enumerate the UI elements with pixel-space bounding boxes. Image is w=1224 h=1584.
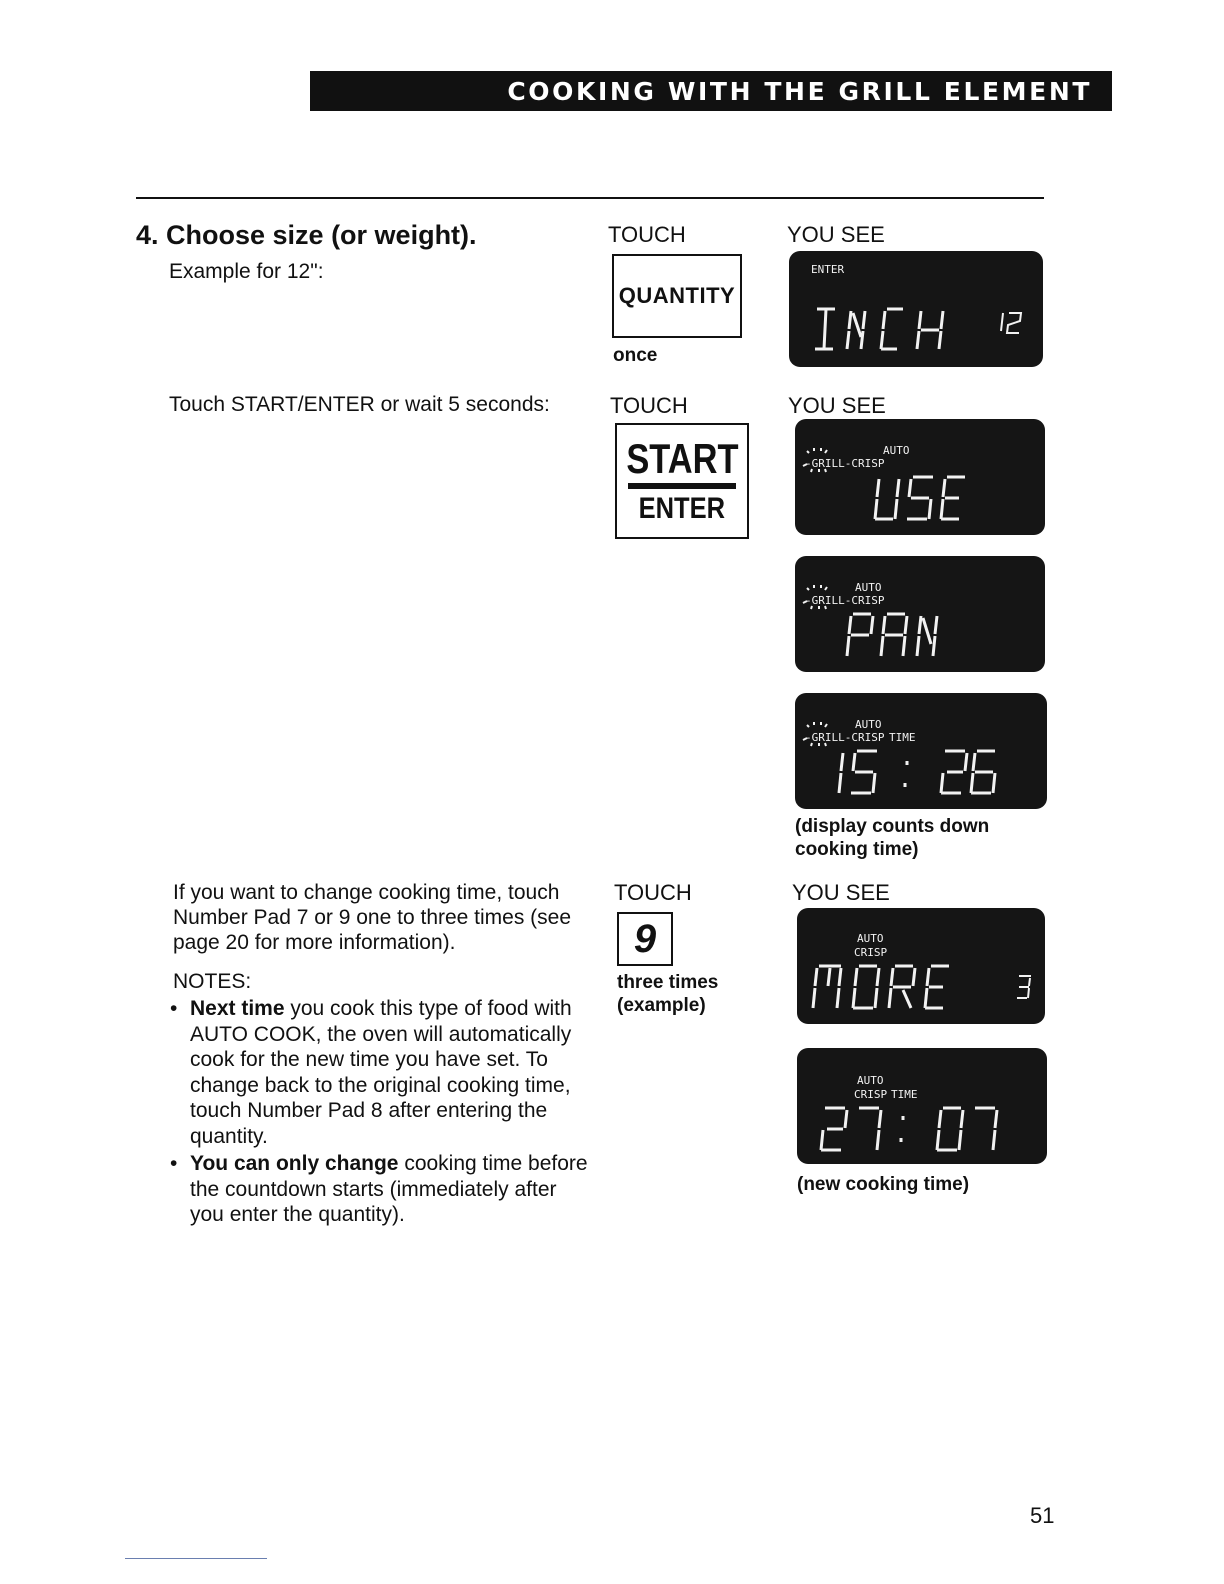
page-header-title: COOKING WITH THE GRILL ELEMENT: [507, 76, 1092, 106]
page-number: 51: [1030, 1503, 1055, 1528]
touch-label-1: TOUCH: [608, 222, 686, 247]
change-instruction: If you want to change cooking time, touch Number Pad 7 or 9 one to three times (see page 20 for more information).: [173, 881, 572, 954]
countdown-caption: (display counts down cooking time): [795, 816, 990, 860]
start-enter-key[interactable]: [615, 423, 749, 539]
footer-line: [125, 1558, 267, 1559]
display-main-inch: [815, 309, 943, 349]
display-side-3: [1017, 976, 1031, 998]
number-pad-9-label: 9: [633, 916, 657, 961]
display-main-time-1526: [839, 751, 995, 793]
start-instruction: Touch START/ENTER or wait 5 seconds:: [169, 393, 550, 416]
display-label-auto: AUTO: [883, 444, 910, 457]
start-key-label: START: [625, 435, 739, 482]
display-inch: [789, 251, 1043, 367]
start-key-divider: [628, 483, 736, 489]
touch-label-2: TOUCH: [610, 393, 688, 418]
notes-heading: NOTES:: [173, 970, 252, 993]
note-item: [168, 1151, 588, 1228]
quantity-times: once: [613, 345, 658, 366]
touch-label-3: TOUCH: [614, 880, 692, 905]
display-label-grill: -GRILL-CRISP: [805, 594, 885, 607]
display-main-use: [875, 477, 965, 519]
display-label-grill: -GRILL-CRISP: [805, 457, 885, 470]
display-main-pan: [847, 614, 937, 656]
new-time-caption: (new cooking time): [797, 1174, 970, 1195]
quantity-key-label: QUANTITY: [618, 283, 736, 308]
note-bold-text: Next time: [190, 997, 285, 1020]
you-see-label-3: YOU SEE: [792, 880, 890, 905]
note-text: you cook this type of food with AUTO COOK, the oven will automatically cook for the new time you have set. To change back to the original cooking time, touch Number Pad 8 after entering the quantity.: [190, 997, 572, 1148]
display-label-grill: -GRILL-CRISP: [805, 731, 885, 744]
number-pad-9-key[interactable]: [617, 912, 673, 966]
you-see-label-2: YOU SEE: [788, 393, 886, 418]
display-label-crisp: CRISP: [854, 946, 888, 959]
note-item: [168, 996, 588, 1149]
note-bold-text: You can only change: [190, 1152, 399, 1175]
display-indicator-enter: ENTER: [811, 263, 845, 276]
display-main-more: [813, 966, 949, 1008]
display-new-time: [797, 1048, 1047, 1164]
note-text: cooking time before the countdown starts (immediately after you enter the quantity).: [190, 1152, 588, 1226]
display-label-crisp: CRISP: [854, 1088, 888, 1101]
section-divider: [136, 197, 1044, 199]
enter-key-label: ENTER: [638, 492, 726, 525]
display-countdown: [795, 693, 1047, 809]
display-more: [797, 908, 1045, 1024]
display-label-auto: AUTO: [857, 932, 884, 945]
display-main-time-2707: [821, 1108, 997, 1150]
page-header-bar: [310, 71, 1112, 111]
display-label-time: TIME: [889, 731, 916, 744]
display-label-auto: AUTO: [857, 1074, 884, 1087]
step-example: Example for 12":: [169, 260, 324, 283]
notes-list: [168, 996, 588, 1230]
quantity-key[interactable]: [612, 254, 742, 338]
you-see-label-1: YOU SEE: [787, 222, 885, 247]
display-use: [795, 419, 1045, 535]
step-title: 4. Choose size (or weight).: [136, 220, 477, 250]
display-label-auto: AUTO: [855, 718, 882, 731]
display-label-auto: AUTO: [855, 581, 882, 594]
display-pan: [795, 556, 1045, 672]
key-9-times: three times (example): [617, 972, 719, 1016]
display-label-time: TIME: [891, 1088, 918, 1101]
display-side-12: [1001, 313, 1021, 333]
